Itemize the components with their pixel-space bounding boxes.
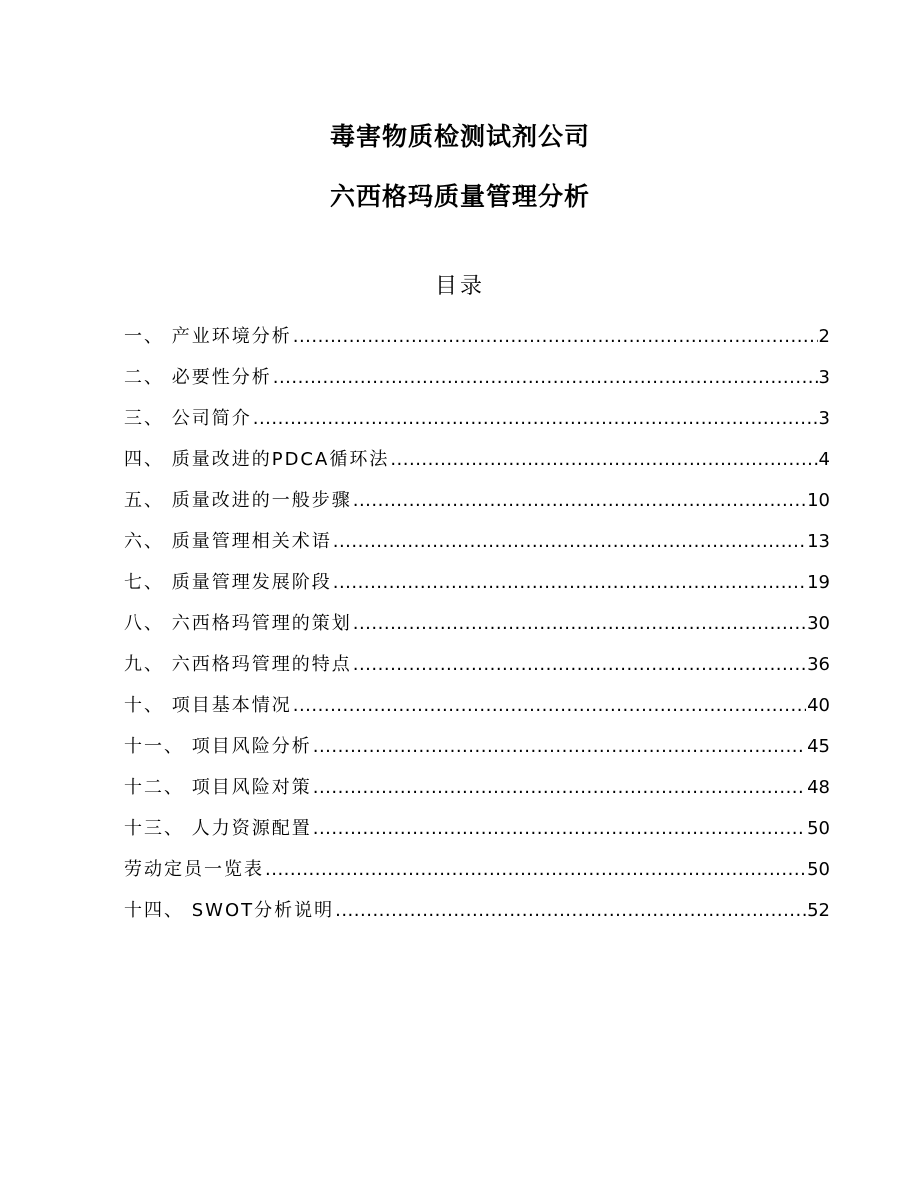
toc-entry[interactable]: [124, 815, 830, 856]
toc-entry-label: 十四、 SWOT分析说明: [124, 900, 335, 921]
toc-entry[interactable]: [124, 897, 830, 938]
toc-entry-page: 3: [818, 408, 830, 429]
toc-entry-label: 五、 质量改进的一般步骤: [124, 490, 352, 511]
toc-entry[interactable]: [124, 610, 830, 651]
toc-entry-page: 52: [807, 900, 830, 921]
table-of-contents: [124, 323, 830, 938]
toc-dot-leader: [333, 528, 806, 556]
toc-entry-label: 八、 六西格玛管理的策划: [124, 613, 352, 634]
toc-dot-leader: [313, 815, 806, 843]
toc-entry[interactable]: [124, 446, 830, 487]
toc-dot-leader: [273, 364, 818, 392]
toc-entry-label: 十三、 人力资源配置: [124, 818, 312, 839]
document-title-line-1: 毒害物质检测试剂公司: [329, 122, 590, 151]
toc-entry-page: 45: [807, 736, 830, 757]
toc-entry-page: 4: [818, 449, 830, 470]
toc-entry[interactable]: [124, 651, 830, 692]
toc-entry[interactable]: [124, 487, 830, 528]
toc-entry-page: 40: [807, 695, 830, 716]
toc-dot-leader: [390, 446, 817, 474]
toc-entry-label: 十一、 项目风险分析: [124, 736, 312, 757]
toc-entry-label: 十二、 项目风险对策: [124, 777, 312, 798]
toc-entry-label: 二、 必要性分析: [124, 367, 272, 388]
toc-entry-page: 19: [807, 572, 830, 593]
toc-entry-label: 四、 质量改进的PDCA循环法: [124, 449, 390, 470]
toc-entry-page: 10: [807, 490, 830, 511]
toc-entry-label: 一、 产业环境分析: [124, 326, 292, 347]
toc-heading: 目录: [434, 274, 485, 299]
toc-entry-page: 50: [807, 859, 830, 880]
toc-entry-page: 50: [807, 818, 830, 839]
toc-entry-label: 七、 质量管理发展阶段: [124, 572, 332, 593]
toc-entry-page: 13: [807, 531, 830, 552]
toc-dot-leader: [353, 610, 806, 638]
toc-entry[interactable]: [124, 774, 830, 815]
toc-dot-leader: [253, 405, 818, 433]
toc-dot-leader: [333, 569, 806, 597]
toc-entry-label: 劳动定员一览表: [124, 859, 264, 880]
toc-dot-leader: [335, 897, 806, 925]
toc-entry-label: 十、 项目基本情况: [124, 695, 292, 716]
toc-entry-label: 九、 六西格玛管理的特点: [124, 654, 352, 675]
toc-dot-leader: [313, 733, 806, 761]
toc-entry[interactable]: [124, 364, 830, 405]
toc-dot-leader: [265, 856, 806, 884]
toc-dot-leader: [293, 323, 818, 351]
toc-entry-page: 30: [807, 613, 830, 634]
toc-entry-page: 48: [807, 777, 830, 798]
toc-entry-label: 三、 公司简介: [124, 408, 252, 429]
toc-dot-leader: [313, 774, 806, 802]
toc-dot-leader: [353, 487, 806, 515]
toc-entry[interactable]: [124, 856, 830, 897]
toc-entry-label: 六、 质量管理相关术语: [124, 531, 332, 552]
toc-entry[interactable]: [124, 528, 830, 569]
toc-entry[interactable]: [124, 569, 830, 610]
toc-entry[interactable]: [124, 405, 830, 446]
document-title-line-2: 六西格玛质量管理分析: [329, 182, 590, 211]
toc-entry-page: 36: [807, 654, 830, 675]
toc-entry-page: 3: [818, 367, 830, 388]
toc-dot-leader: [353, 651, 806, 679]
toc-entry[interactable]: [124, 323, 830, 364]
toc-entry-page: 2: [818, 326, 830, 347]
toc-entry[interactable]: [124, 733, 830, 774]
toc-entry[interactable]: [124, 692, 830, 733]
toc-dot-leader: [293, 692, 806, 720]
